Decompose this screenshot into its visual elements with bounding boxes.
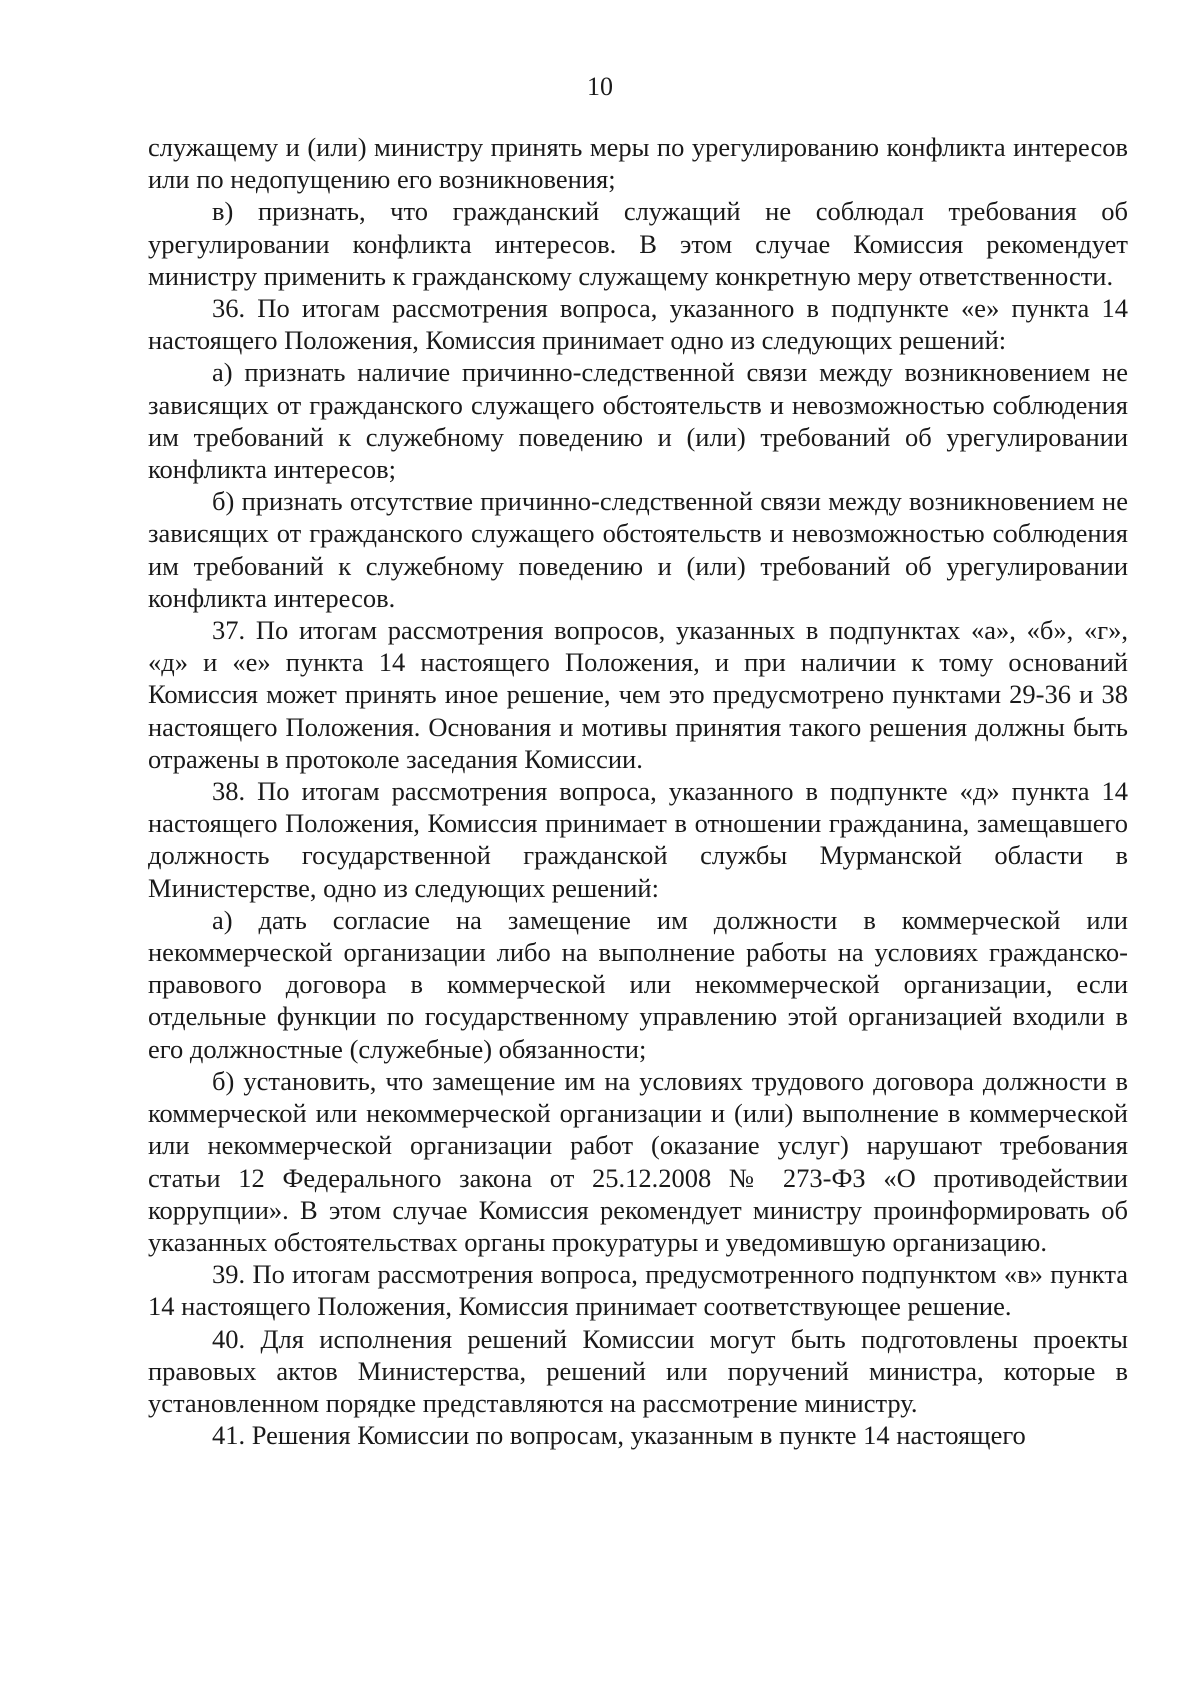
paragraph-40: 40. Для исполнения решений Комиссии могут быть подготовлены проекты правовых актов Министерства, решений или поручений министра, которые в установленном порядке представляются на рассмотрение министру. — [148, 1323, 1128, 1418]
paragraph-38a: а) дать согласие на замещение им должности в коммерческой или некоммерческой организации либо на выполнение работы на условиях гражданско-правового договора в коммерческой или некоммерческой организации, если отдельные функции по государственному управлению этой организацией входили в его должностные (служебные) обязанности; — [148, 904, 1128, 1064]
paragraph-41: 41. Решения Комиссии по вопросам, указанным в пункте 14 настоящего — [212, 1420, 1026, 1451]
paragraph-38b: б) установить, что замещение им на условиях трудового договора должности в коммерческой или некоммерческой организации и (или) выполнение в коммерческой или некоммерческой организации работ (оказание услуг) нарушают требования статьи 12 Федерального закона от 25.12.2008 № 273-ФЗ «О противодействии коррупции». В этом случае Комиссия рекомендует министру проинформировать об указанных обстоятельствах органы прокуратуры и уведомившую организацию. — [148, 1065, 1128, 1257]
paragraph-37: 37. По итогам рассмотрения вопросов, указанных в подпунктах «а», «б», «г», «д» и «е» пункта 14 настоящего Положения, и при наличии к тому оснований Комиссия может принять иное решение, чем это предусмотрено пунктами 29-36 и 38 настоящего Положения. Основания и мотивы принятия такого решения должны быть отражены в протоколе заседания Комиссии. — [148, 615, 1128, 774]
paragraph-35v: в) признать, что гражданский служащий не соблюдал требования об урегулировании конфликта интересов. В этом случае Комиссия рекомендует министру применить к гражданскому служащему конкретную меру ответственности. — [148, 196, 1128, 291]
document-body — [148, 131, 1128, 1451]
page-number: 10 — [587, 72, 613, 101]
paragraph-36: 36. По итогам рассмотрения вопроса, указанного в подпункте «е» пункта 14 настоящего Положения, Комиссия принимает одно из следующих решений: — [148, 293, 1128, 356]
paragraph-continuation: служащему и (или) министру принять меры по урегулированию конфликта интересов или по недопущению его возникновения; — [148, 132, 1128, 195]
paragraph-38: 38. По итогам рассмотрения вопроса, указанного в подпункте «д» пункта 14 настоящего Положения, Комиссия принимает в отношении гражданина, замещавшего должность государственной гражданской службы Мурманской области в Министерстве, одно из следующих решений: — [148, 776, 1128, 903]
paragraph-39: 39. По итогам рассмотрения вопроса, предусмотренного подпунктом «в» пункта 14 настоящего Положения, Комиссия принимает соответствующее решение. — [148, 1259, 1128, 1322]
paragraph-36b: б) признать отсутствие причинно-следственной связи между возникновением не зависящих от гражданского служащего обстоятельств и невозможностью соблюдения им требований к служебному поведению и (или) требований об урегулировании конфликта интересов. — [148, 486, 1128, 613]
paragraph-36a: а) признать наличие причинно-следственной связи между возникновением не зависящих от гражданского служащего обстоятельств и невозможностью соблюдения им требований к служебному поведению и (или) требований об урегулировании конфликта интересов; — [148, 357, 1128, 485]
